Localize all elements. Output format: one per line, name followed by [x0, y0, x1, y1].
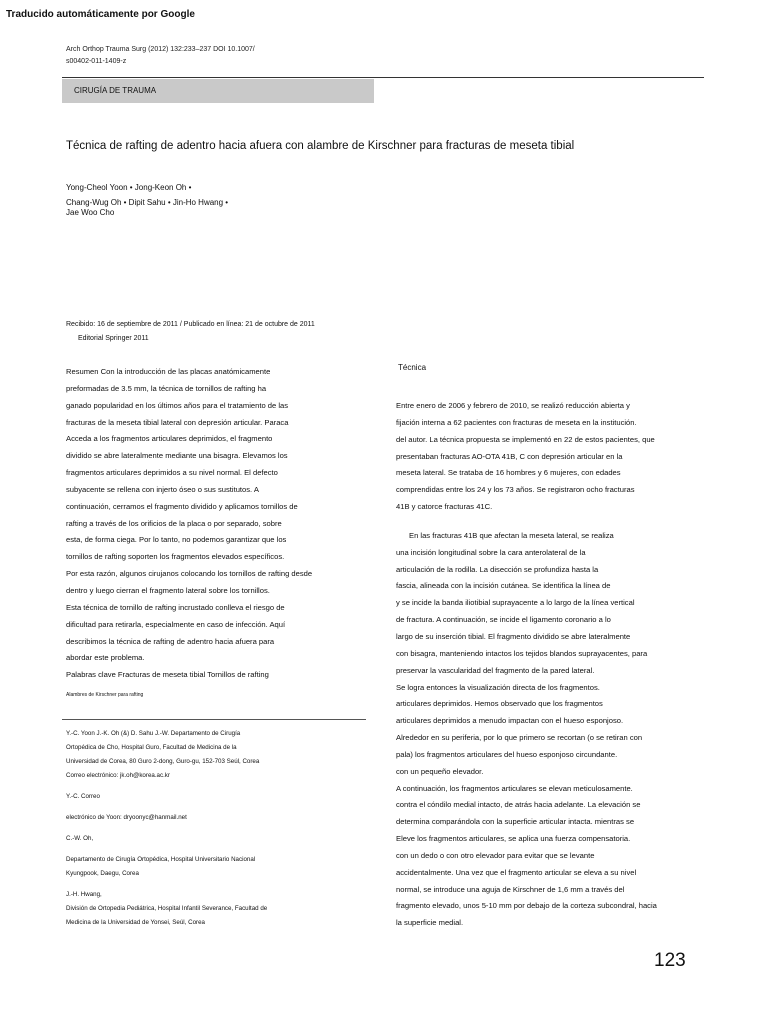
technique-line: de fractura. A continuación, se incide el ligamento coronario a lo	[396, 615, 611, 625]
abstract-line: Por esta razón, algunos cirujanos colocando los tornillos de rafting desde	[66, 569, 313, 579]
section-heading-technique: Técnica	[398, 363, 427, 372]
affiliation-line: Correo electrónico: jk.oh@korea.ac.kr	[66, 772, 170, 779]
affiliation-line: Kyungpook, Daegu, Corea	[66, 870, 139, 877]
technique-line: fijación interna a 62 pacientes con fracturas de meseta en la institución.	[396, 417, 637, 427]
technique-line: accidentalmente. Una vez que el fragmento articular se eleva a su nivel	[396, 867, 637, 877]
technique-line: pala) los fragmentos articulares del hueso esponjoso circundante.	[396, 749, 618, 759]
abstract-line: rafting a través de los orificios de la placa o por separado, sobre	[66, 518, 282, 528]
abstract-line: describimos la técnica de rafting de adentro hacia afuera para	[66, 636, 275, 646]
affiliation-line: Y.-C. Yoon J.-K. Oh (&) D. Sahu J.-W. Departamento de Cirugía	[66, 730, 241, 737]
technique-line: con bisagra, manteniendo intactos los tejidos blandos suprayacentes, para	[396, 648, 648, 658]
technique-line: con un pequeño elevador.	[396, 766, 484, 776]
technique-line: la superficie medial.	[396, 918, 464, 928]
technique-line: articulares deprimidos a menudo impactan con el hueso esponjoso.	[396, 716, 624, 726]
technique-line: comprendidas entre los 24 y los 73 años. Se registraron ocho fracturas	[396, 485, 635, 495]
affiliations	[66, 727, 267, 930]
affiliation-line	[66, 846, 267, 853]
technique-line: y se incide la banda iliotibial suprayacente a lo largo de la línea vertical	[396, 598, 635, 608]
technique-line: Entre enero de 2006 y febrero de 2010, se realizó reducción abierta y	[396, 401, 630, 410]
abstract-line: continuación, cerramos el fragmento dividido y aplicamos tornillos de	[66, 501, 298, 511]
abstract-line: fracturas de la meseta tibial lateral con depresión articular. Paraca	[66, 417, 289, 427]
translation-banner: Traducido automáticamente por Google	[6, 9, 195, 20]
keywords: Palabras clave Fracturas de meseta tibial Tornillos de rafting	[66, 670, 269, 679]
affiliation-line	[66, 804, 267, 811]
header-rule	[62, 77, 704, 78]
abstract-line: tornillos de rafting soporten los fragmentos elevados específicos.	[66, 552, 285, 562]
abstract-line: preformadas de 3.5 mm, la técnica de tornillos de rafting ha	[66, 383, 267, 393]
abstract-line: subyacente se rellena con injerto óseo o sus sustitutos. A	[66, 484, 259, 494]
technique-line: 41B y catorce fracturas 41C.	[396, 502, 493, 512]
author-list	[66, 183, 228, 219]
author-line: Chang-Wug Oh • Dipit Sahu • Jin-Ho Hwang •	[66, 197, 229, 207]
technique-line: fragmento elevado, unos 5-10 mm por debajo de la corteza subcondral, hacia	[396, 901, 657, 911]
technique-line: fascia, alineada con la incisión cutánea. Se identifica la línea de	[396, 581, 611, 591]
abstract-line: abordar este problema.	[66, 653, 145, 663]
citation	[66, 44, 255, 68]
abstract-line: dificultad para retirarla, especialmente en caso de infección. Aquí	[66, 619, 286, 629]
affiliation-line: Departamento de Cirugía Ortopédica, Hospital Universitario Nacional	[66, 856, 256, 863]
technique-line: largo de su inserción tibial. El fragmento dividido se abre lateralmente	[396, 631, 631, 641]
publisher: Editorial Springer 2011	[78, 335, 149, 342]
affiliation-line: División de Ortopedia Pediátrica, Hospital Infantil Severance, Facultad de	[66, 905, 268, 912]
technique-line: meseta lateral. Se trataba de 16 hombres y 6 mujeres, con edades	[396, 468, 621, 478]
affiliation-line: Medicina de la Universidad de Yonsei, Seúl, Corea	[66, 919, 205, 926]
technique-line: Alrededor en su periferia, por lo que primero se recortan (o se retiran con	[396, 733, 643, 743]
footnote-rule	[62, 719, 366, 720]
abstract-line: Acceda a los fragmentos articulares deprimidos, el fragmento	[66, 434, 273, 444]
technique-line: del autor. La técnica propuesta se implementó en 22 de estos pacientes, que	[396, 434, 655, 444]
technique-line: determina comparándola con la superficie articular intacta. mientras se	[396, 817, 635, 827]
technique-line: Eleve los fragmentos articulares, se aplica una fuerza compensatoria.	[396, 834, 631, 844]
technique-line: una incisión longitudinal sobre la cara anterolateral de la	[396, 547, 586, 557]
citation-line: Arch Orthop Trauma Surg (2012) 132:233–237 DOI 10.1007/	[66, 46, 255, 53]
page-number: 123	[654, 950, 686, 971]
affiliation-line: Y.-C. Correo	[66, 793, 100, 800]
abstract-line: Esta técnica de tornillo de rafting incrustado conlleva el riesgo de	[66, 602, 285, 612]
abstract-line: fragmentos articulares deprimidos a su nivel normal. El defecto	[66, 468, 278, 478]
received-date: Recibido: 16 de septiembre de 2011 / Publicado en línea: 21 de octubre de 2011	[66, 321, 315, 328]
author-line: Yong-Cheol Yoon • Jong-Keon Oh •	[66, 183, 192, 192]
affiliation-line	[66, 783, 267, 790]
section-label: CIRUGÍA DE TRAUMA	[62, 79, 374, 103]
abstract-line: dividido se abre lateralmente mediante una bisagra. Elevamos los	[66, 451, 288, 461]
affiliation-line	[66, 881, 267, 888]
technique-line: En las fracturas 41B que afectan la meseta lateral, se realiza	[409, 530, 614, 540]
affiliation-line: Ortopédica de Cho, Hospital Guro, Facultad de Medicina de la	[66, 744, 237, 751]
abstract	[66, 364, 366, 667]
technique-line: normal, se introduce una aguja de Kirschner de 1,6 mm a través del	[396, 884, 625, 894]
keywords-continued: Alambres de Kirschner para rafting	[66, 692, 144, 698]
technique-line: presentaban fracturas AO-OTA 41B, C con depresión articular en la	[396, 451, 623, 461]
affiliation-line	[66, 825, 267, 832]
abstract-line: ganado popularidad en los últimos años para el tratamiento de las	[66, 400, 289, 410]
technique-line: Se logra entonces la visualización directa de los fragmentos.	[396, 682, 600, 692]
abstract-line: dentro y luego cierran el fragmento lateral sobre los tornillos.	[66, 585, 270, 595]
technique-line: contra el cóndilo medial intacto, de atrás hacia adelante. La elevación se	[396, 800, 641, 810]
abstract-line: esta, de forma ciega. Por lo tanto, no podemos garantizar que los	[66, 535, 287, 545]
publication-dates	[66, 318, 315, 346]
affiliation-line: C.-W. Oh,	[66, 835, 94, 842]
affiliation-line: J.-H. Hwang,	[66, 891, 102, 898]
technique-body	[396, 398, 706, 932]
abstract-line: Resumen Con la introducción de las placas anatómicamente	[66, 367, 271, 376]
technique-line: A continuación, los fragmentos articulares se elevan meticulosamente.	[396, 783, 633, 793]
affiliation-line: Universidad de Corea, 80 Guro 2-dong, Guro-gu, 152-703 Seúl, Corea	[66, 758, 260, 765]
citation-line: s00402-011-1409-z	[66, 58, 127, 65]
author-line: Jae Woo Cho	[66, 208, 115, 217]
article-title: Técnica de rafting de adentro hacia afuera con alambre de Kirschner para fracturas de meseta tibial	[66, 140, 575, 152]
affiliation-line: electrónico de Yoon: dryoonyc@hanmail.net	[66, 814, 187, 821]
technique-line: preservar la vascularidad del fragmento de la pared lateral.	[396, 665, 595, 675]
technique-line: con un dedo o con otro elevador para evitar que se levante	[396, 850, 595, 860]
technique-line	[396, 516, 706, 528]
technique-line: articulación de la rodilla. La disección se profundiza hasta la	[396, 564, 599, 574]
technique-line: articulares deprimidos. Hemos observado que los fragmentos	[396, 699, 603, 709]
